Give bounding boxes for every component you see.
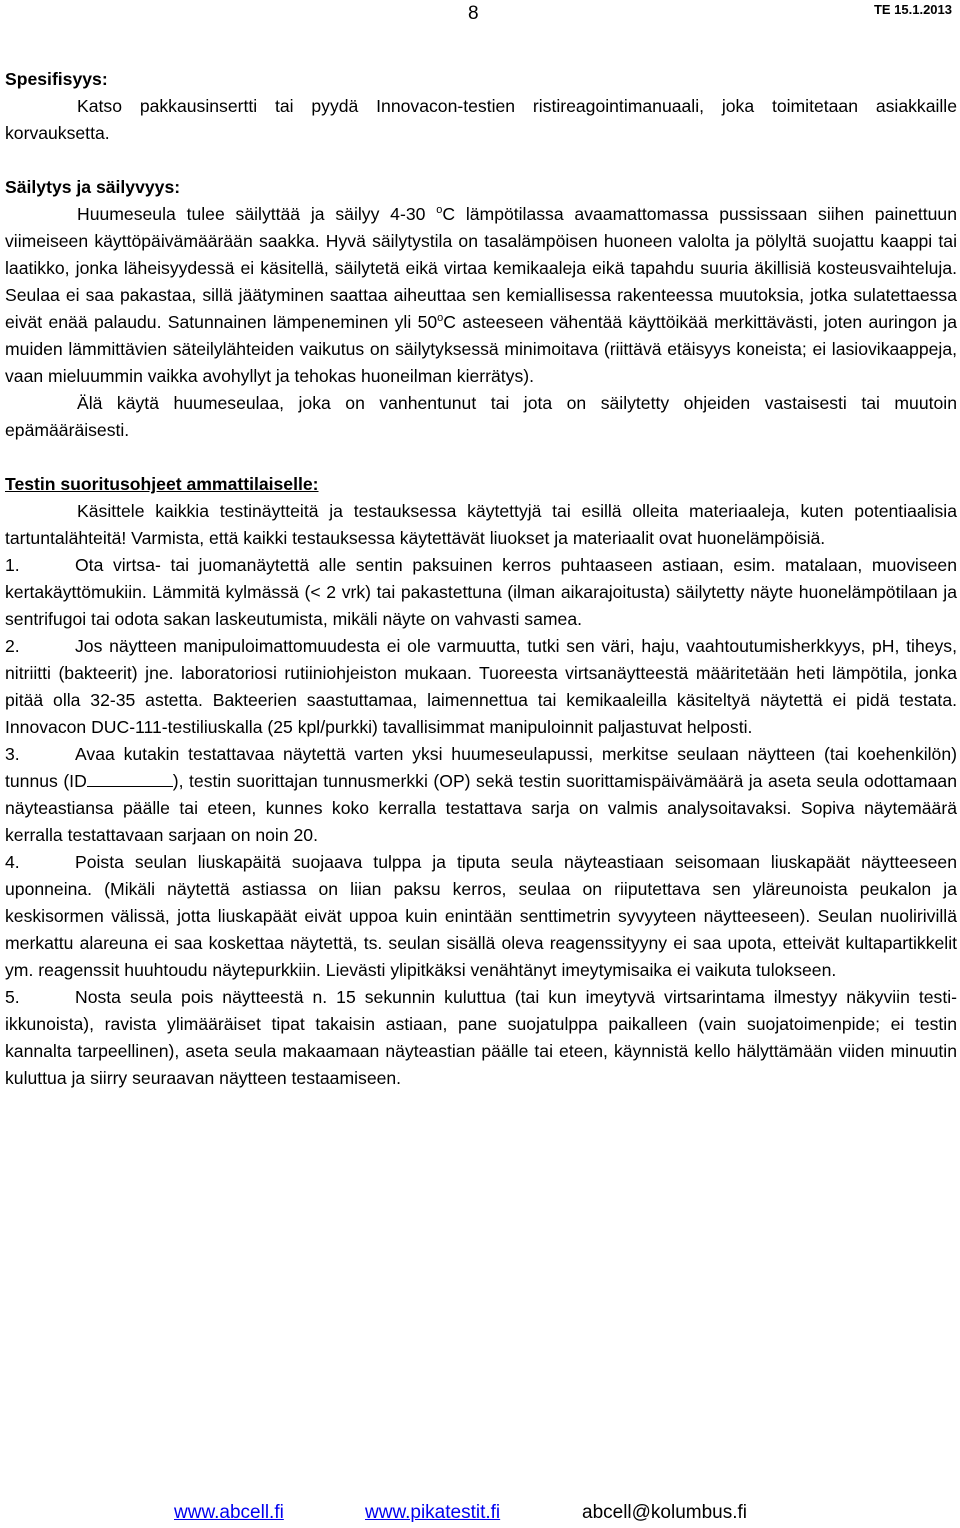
procedure-step-5: 5. Nosta seula pois näytteestä n. 15 sekunnin kuluttua (tai kun imeytyvä virtsarintama ilmestyy näkyviin testi-ikkunoista), ravista ylimääräiset tipat takaisin astiaan, pane suojatulppa paikalleen (vain suojatoimenpide; ei testin kannalta tarpeellinen), aseta seula makaamaan näyteastian päälle tai eteen, käynnistä kello hälyttämään viiden minuutin kuluttua ja siirry seuraavan näytteen testaamiseen.: [5, 987, 957, 1088]
storage-heading: Säilytys ja säilyvyys:: [5, 177, 181, 197]
document-date: TE 15.1.2013: [873, 2, 952, 17]
procedure-step-2: 2. Jos näytteen manipuloimattomuudesta ei ole varmuutta, tutki sen väri, haju, vaahtoutumisherkkyys, pH, tiheys, nitriitti (bakteerit) jne. laboratoriosi rutiiniohjeiston mukaan. Tuoreesta virtsanäytteestä määritetään heti lämpötila, jonka pitää olla 32-35 astetta. Bakteerien saastuttamaa, laimennettua tai kemikaaleilla käsiteltyä näytettä ei pidä testata. Innovacon DUC-111-testiliuskalla (25 kpl/purkki) tavallisimmat manipuloinnit paljastuvat helposti.: [5, 636, 957, 737]
spec-heading: Spesifisyys:: [5, 69, 108, 89]
storage-paragraph: Huumeseula tulee säilyttää ja säilyy 4-30 $^o$C lämpötilassa avaamattomassa pussissaan siihen painettuun viimeiseen käyttöpäivämäärään saakka. Hyvä säilytystila on tasalämpöisen huoneen valolta ja pölyltä suojattu kaappi tai laatikko, jonka läheisyydessä ei käsitellä, säilytetä eikä virtaa kemikaaleja eikä tapahdu suuria äkillisiä kosteusvaihteluja. Seulaa ei saa pakastaa, sillä jäätyminen saattaa aiheuttaa sen kemiallisessa rakenteessa muutoksia, jotka sulatettaessa eivät enää palaudu. Satunnainen lämpeneminen yli 50$^o$C asteeseen vähentää käyttöikää merkittävästi, joten auringon ja muiden lämmittävien säteilylähteiden vaikutus on säilytyksessä minimoitava (riittävä etäisyys koneista; ei lasiovikaappeja, vaan mieluummin vaikka avohyllyt ja tehokas huoneilman kierrätys).: [5, 204, 957, 386]
procedure-step-1: 1. Ota virtsa- tai juomanäytettä alle sentin paksuinen kerros puhtaaseen astiaan, esim. matalaan, muoviseen kertakäyttömukiin. Lämmitä kylmässä (< 2 vrk) tai pakastettuna (ilman aikarajoitusta) säilytetty näyte huonelämpötilaan ja sentrifugoi tai odota sakan laskeutumista, mikäli näyte on vahvasti samea.: [5, 555, 957, 629]
storage-warning: Älä käytä huumeseulaa, joka on vanhentunut tai jota on säilytetty ohjeiden vastaisesti tai muutoin epämääräisesti.: [5, 393, 957, 440]
footer-email: abcell@kolumbus.fi: [582, 1502, 748, 1523]
page-number: 8: [468, 3, 479, 24]
spec-body: Katso pakkausinsertti tai pyydä Innovacon-testien ristireagointimanuaali, joka toimitetaan asiakkaille korvauksetta.: [5, 96, 957, 143]
procedure-intro: Käsittele kaikkia testinäytteitä ja testauksessa käytettyjä tai esillä olleita materiaaleja, kuten potentiaalisia tartuntalähteitä! Varmista, että kaikki testauksessa käytettävät liuokset ja materiaalit ovat huonelämpöisiä.: [5, 501, 957, 548]
document-body: [5, 66, 957, 1092]
footer-link-abcell[interactable]: www.abcell.fi: [174, 1502, 284, 1523]
procedure-step-3: 3. Avaa kutakin testattavaa näytettä varten yksi huumeseulapussi, merkitse seulaan näytteen (tai koehenkilön) tunnus (ID ), testin suorittajan tunnusmerkki (OP) sekä testin suorittamispäivämäärä ja aseta seula odottamaan näyteastiansa päälle tai eteen, kunnes koko kerralla testattava sarja on valmis analysoitavaksi. Sopiva näytemäärä kerralla testattavaan sarjaan on noin 20.: [5, 744, 957, 845]
procedure-heading: Testin suoritusohjeet ammattilaiselle:: [5, 474, 319, 494]
footer-link-pikatestit[interactable]: www.pikatestit.fi: [365, 1502, 501, 1523]
id-blank-line: [87, 770, 173, 787]
procedure-step-4: 4. Poista seulan liuskapäitä suojaava tulppa ja tiputa seula näyteastiaan seisomaan liuskapäät näytteeseen uponneina. (Mikäli näytettä astiassa on liian paksu kerros, seulaa on riiputettava sen yläreunoista peukalon ja keskisormen välissä, jotta liuskapäät eivät uppoa kuin enintään senttimetrin syvyyteen näytteeseen). Seulan nuolirivillä merkattu alareuna ei saa koskettaa näytettä, ts. seulan sisällä oleva reagenssityyny ei saa upota, etteivät kultapartikkelit ym. reagenssit huuhtoudu näytepurkkiin. Lievästi ylipitkäksi venähtänyt imeytymisaika ei vaikuta tulokseen.: [5, 852, 957, 980]
